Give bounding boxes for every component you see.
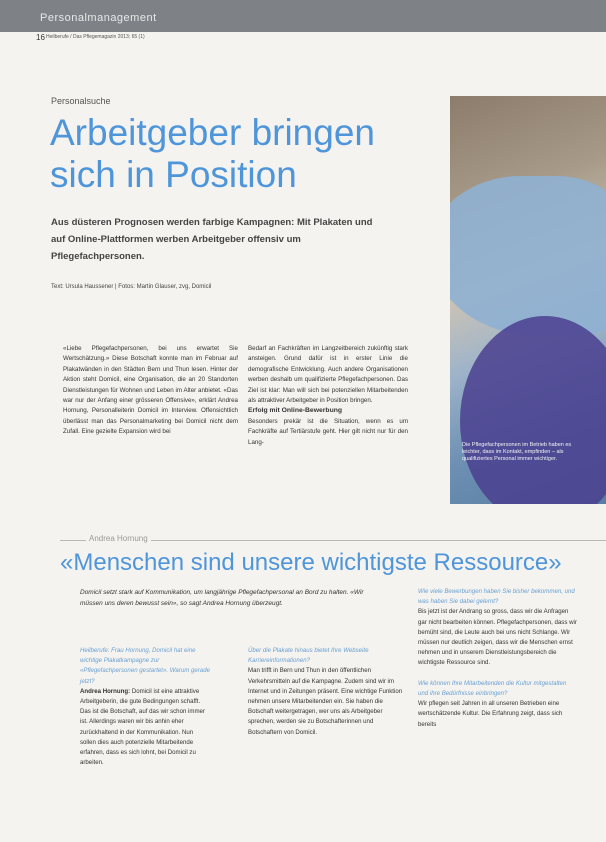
article-column-2 xyxy=(248,344,408,448)
interview-intro: Domicil setzt stark auf Kommunikation, um langjährige Pflegefachpersonal an Bord zu halten. «Wir müssen uns deren bewusst sein», so sagt Andrea Hornung überzeugt. xyxy=(80,589,364,607)
interview-answer: Man trifft in Bern und Thun in den öffentlichen Verkehrsmitteln auf die Kampagne. Zudem sind wir im Internet und in Zeitungen präsent. Eine wichtige Funktion nehmen unsere Mitarbeitenden ein. Sie haben die Botschaft weitergetragen, wer uns als Arbeitgeber sprechen, werden sie zu Botschafterinnen und Botschaftern von Domicil. xyxy=(248,667,403,736)
article-column-2-text: Bedarf an Fachkräften im Langzeitbereich zukünftig stark ansteigen. Grund dafür ist in erster Linie die demografische Entwicklung. Auch andere Organisationen werben deshalb um qualifizierte Pflegefachpersonen. Das Ziel ist klar: Man will sich bei potenziellen Mitarbeitenden als attraktiver Arbeitgeber in Position bringen. xyxy=(248,345,408,405)
interview-column-2 xyxy=(248,646,408,738)
interview-question: Wie viele Bewerbungen haben Sie bisher bekommen, und was haben Sie dabei gelernt? xyxy=(418,588,575,606)
article-column-1: «Liebe Pflegefachpersonen, bei uns erwartet Sie Wertschätzung.» Diese Botschaft konnte man im Februar auf Plakatwänden in den Städten Bern und Thun lesen. Hinter der Aktion steht Domicil, eine Organisation, die an 20 Standorten Dienstleistungen für Wohnen und Leben im Alter anbietet. «Das war nur der Anfang einer grösseren Offensive», erklärt Andrea Hornung, Personalleiterin Domicil im Interview. Offensichtlich überlässt man das Personalmarketing bei Domicil nicht dem Zufall. Eine gezielte Expansion wird bei xyxy=(63,345,238,436)
article-credits: Text: Ursula Haussener | Fotos: Martin Glauser, zvg, Domicil xyxy=(51,284,212,290)
article-column-2-text-b: Besonders prekär ist die Situation, wenn es um Fachkräfte auf Tertiärstufe geht. Hier gilt nicht nur für den Lang- xyxy=(248,417,408,446)
article-headline: Arbeitgeber bringen sich in Position xyxy=(50,112,375,195)
article-subhead: Erfolg mit Online-Bewerbung xyxy=(248,407,343,415)
page-number: 16 xyxy=(36,33,45,42)
section-label: Personalmanagement xyxy=(40,12,157,24)
photo-sleeve-shape xyxy=(450,176,606,336)
interview-question: Heilberufe: Frau Hornung, Domicil hat eine wichtige Plakatkampagne zur «Pflegefachpersonen gestartet». Warum gerade jetzt? xyxy=(80,647,210,685)
issue-line: Heilberufe / Das Pflegemagazin 2013; 65 (1) xyxy=(46,34,145,40)
section-header-bar xyxy=(0,0,606,32)
article-deck: Aus düsteren Prognosen werden farbige Kampagnen: Mit Plakaten und auf Online-Plattformen werben Arbeitgeber offensiv um Pflegefachpersonen. xyxy=(51,217,373,262)
interview-answer: Domicil ist eine attraktive Arbeitgeberin, die gute Bedingungen schafft. Das ist die Botschaft, auf das wir schon immer ist. Allerdings waren wir bis anhin eher zurückhaltend in der Kommunikation. Nun sollen dies auch potenzielle Mitarbeitende erfahren, dass es sich lohnt, bei Domicil zu arbeiten. xyxy=(80,687,205,767)
interview-author: Andrea Hornung xyxy=(86,534,151,543)
interview-answer: Bis jetzt ist der Andrang so gross, dass wir die Anfragen gar nicht bearbeiten können. Pflegefachpersonen, dass wir bemüht sind, die Leute auch bei uns nicht Schlange. Wir müssen nur deutlich zeigen, dass wir die Menschen ernst nehmen und in unserem Dienstleistungsbereich die wichtigste Ressource sind. xyxy=(418,608,577,667)
interview-question: Wie können Ihre Mitarbeitenden die Kultur mitgestalten und ihre Bedürfnisse einbringen? xyxy=(418,679,567,698)
interview-speaker: Andrea Hornung: xyxy=(80,687,131,695)
interview-column-3 xyxy=(418,587,578,730)
interview-answer: Wir pflegen seit Jahren in all unseren Betrieben eine wertschätzende Kultur. Die Erfahrung zeigt, dass sich bereits xyxy=(418,700,563,728)
interview-question: Über die Plakate hinaus bietet Ihre Webseite Karriereinformationen? xyxy=(248,647,369,665)
article-kicker: Personalsuche xyxy=(51,96,111,106)
interview-column-1 xyxy=(80,646,210,768)
photo-hair-shape xyxy=(460,316,606,504)
interview-quote-headline: «Menschen sind unsere wichtigste Ressource» xyxy=(60,549,562,576)
photo-caption: Die Pflegefachpersonen im Betrieb haben es leichter, dass im Kontakt, empfinden – als qualifiziertes Personal immer wichtiger. xyxy=(462,442,572,462)
